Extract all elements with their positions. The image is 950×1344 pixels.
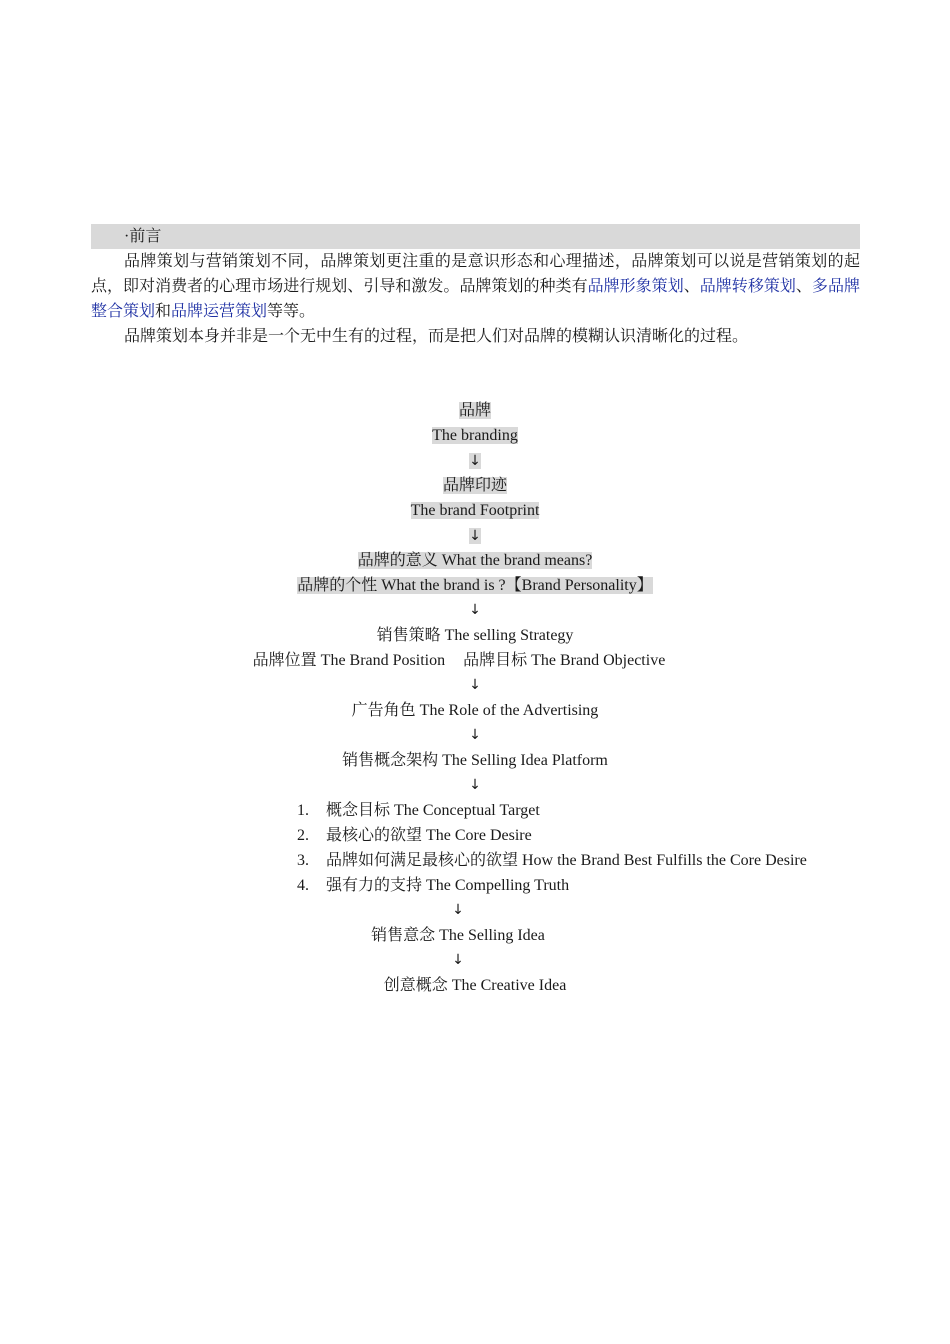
section-heading: ·前言 — [91, 224, 860, 249]
flow-footprint-en: The brand Footprint — [410, 502, 540, 519]
flow-selling-idea-platform: 销售概念架构 The Selling Idea Platform — [342, 752, 608, 769]
flow-arrow-5: ↓ — [469, 727, 481, 743]
flow-brand-en: The branding — [432, 427, 518, 444]
flow-brand-cn: 品牌 — [458, 402, 491, 419]
link-brand-transfer-planning[interactable]: 品牌转移策划 — [699, 278, 796, 295]
list-item: 3. 品牌如何满足最核心的欲望 How the Brand Best Fulfills the Core Desire — [297, 852, 807, 869]
flow-arrow-6: ↓ — [469, 777, 481, 793]
flow-footprint-cn: 品牌印迹 — [442, 477, 507, 494]
flow-arrow-3: ↓ — [469, 602, 481, 618]
flow-brand-position: 品牌位置 The Brand Position — [252, 652, 446, 669]
flow-position-objective — [0, 648, 934, 673]
list-item: 1. 概念目标 The Conceptual Target — [297, 802, 540, 819]
flow-advertising-role: 广告角色 The Role of the Advertising — [351, 702, 599, 719]
flow-brand-meaning: 品牌的意义 What the brand means? — [357, 552, 593, 569]
intro-paragraph-2: 品牌策划本身并非是一个无中生有的过程，而是把人们对品牌的模糊认识清晰化的过程。 — [124, 328, 749, 345]
intro-section — [91, 224, 860, 349]
link-brand-operation-planning[interactable]: 品牌运营策划 — [171, 303, 268, 320]
flow-selling-idea: 销售意念 The Selling Idea — [371, 927, 545, 944]
flow-arrow-8: ↓ — [452, 952, 464, 968]
link-multi-brand-planning[interactable]: 多品牌整合策划 — [91, 278, 860, 320]
flow-arrow-1: ↓ — [469, 453, 481, 469]
flow-brand-personality: 品牌的个性 What the brand is ?【Brand Personality】 — [297, 577, 653, 594]
intro-paragraph: 品牌策划与营销策划不同，品牌策划更注重的是意识形态和心理描述，品牌策划可以说是营销策划的起点，即对消费者的心理市场进行规划、引导和激发。品牌策划的种类有品牌形象策划、品牌转移策划、多品牌整合策划和品牌运营策划等等。 — [91, 253, 860, 320]
flow-selling-strategy: 销售策略 The selling Strategy — [376, 627, 574, 644]
flow-creative-idea: 创意概念 The Creative Idea — [383, 977, 567, 994]
flow-arrow-7: ↓ — [452, 902, 464, 918]
list-item: 2. 最核心的欲望 The Core Desire — [297, 827, 532, 844]
flow-brand-objective: 品牌目标 The Brand Objective — [463, 652, 666, 669]
list-item: 4. 强有力的支持 The Compelling Truth — [297, 877, 570, 894]
link-brand-image-planning[interactable]: 品牌形象策划 — [587, 278, 684, 295]
flow-arrow-4: ↓ — [469, 677, 481, 693]
flow-arrow-2: ↓ — [469, 528, 481, 544]
